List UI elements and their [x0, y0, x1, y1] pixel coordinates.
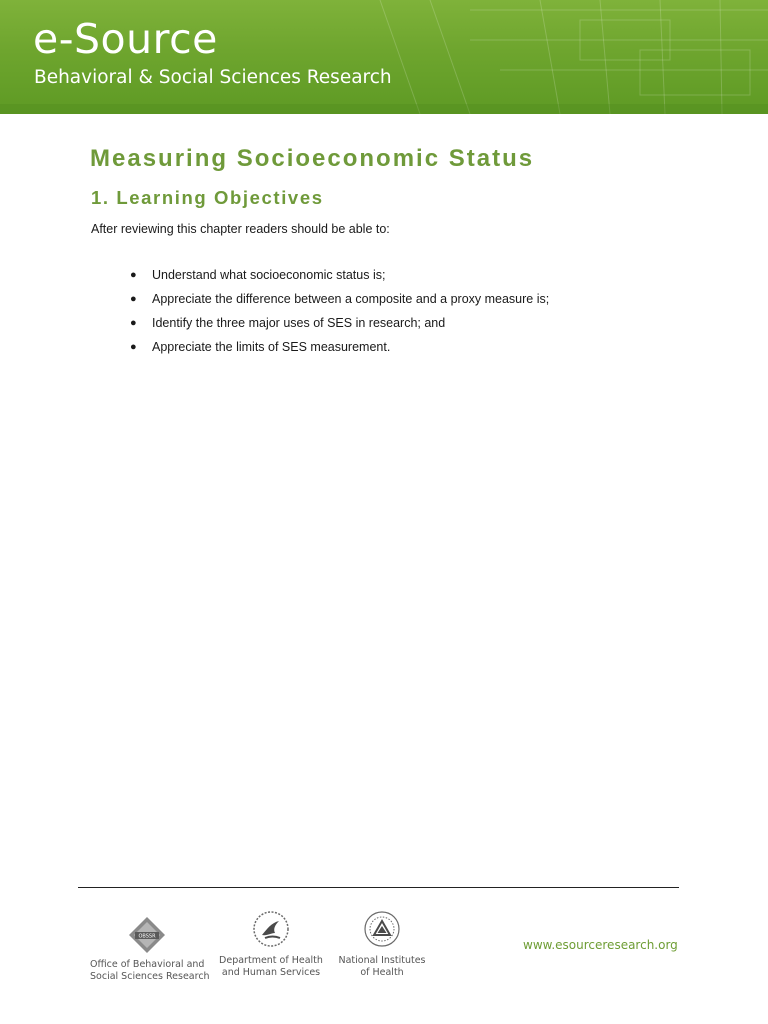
- objective-text: Appreciate the difference between a composite and a proxy measure is;: [152, 292, 550, 306]
- footer-divider: [78, 887, 679, 888]
- objective-item: [130, 291, 549, 315]
- page-title: Measuring Socioeconomic Status: [90, 145, 535, 172]
- objective-item: [130, 339, 549, 363]
- bullet-icon: ●: [130, 317, 137, 329]
- footer-logo-obssr: [90, 915, 210, 983]
- logo-caption-line2: of Health: [360, 967, 404, 978]
- nih-seal-logo-icon: [362, 909, 402, 949]
- bullet-icon: ●: [130, 341, 137, 353]
- footer-logo-nih: [336, 909, 428, 979]
- objective-text: Appreciate the limits of SES measurement.: [152, 340, 391, 354]
- logo-caption-line1: Office of Behavioral and: [90, 959, 205, 970]
- footer-logo-hhs: [218, 909, 324, 979]
- logo-caption-line1: National Institutes: [338, 955, 426, 966]
- objectives-list: [130, 267, 549, 363]
- section-heading: 1. Learning Objectives: [91, 187, 324, 208]
- logo-caption-line1: Department of Health: [219, 955, 323, 966]
- brand-title: e-Source: [33, 15, 218, 63]
- brand-subtitle: Behavioral & Social Sciences Research: [34, 67, 392, 88]
- objective-text: Identify the three major uses of SES in research; and: [152, 316, 446, 330]
- obssr-diamond-logo-icon: [127, 915, 167, 955]
- intro-text: After reviewing this chapter readers should be able to:: [91, 222, 390, 236]
- bullet-icon: ●: [130, 293, 137, 305]
- hhs-eagle-logo-icon: [251, 909, 291, 949]
- logo-caption-line2: Social Sciences Research: [90, 971, 210, 982]
- objective-text: Understand what socioeconomic status is;: [152, 268, 386, 282]
- logo-caption-line2: and Human Services: [221, 967, 321, 978]
- objective-item: [130, 267, 549, 291]
- objective-item: [130, 315, 549, 339]
- obssr-mark: OBSSR: [138, 933, 156, 940]
- header-banner: [0, 0, 768, 114]
- website-link[interactable]: www.esourceresearch.org: [523, 938, 678, 952]
- bullet-icon: ●: [130, 269, 137, 281]
